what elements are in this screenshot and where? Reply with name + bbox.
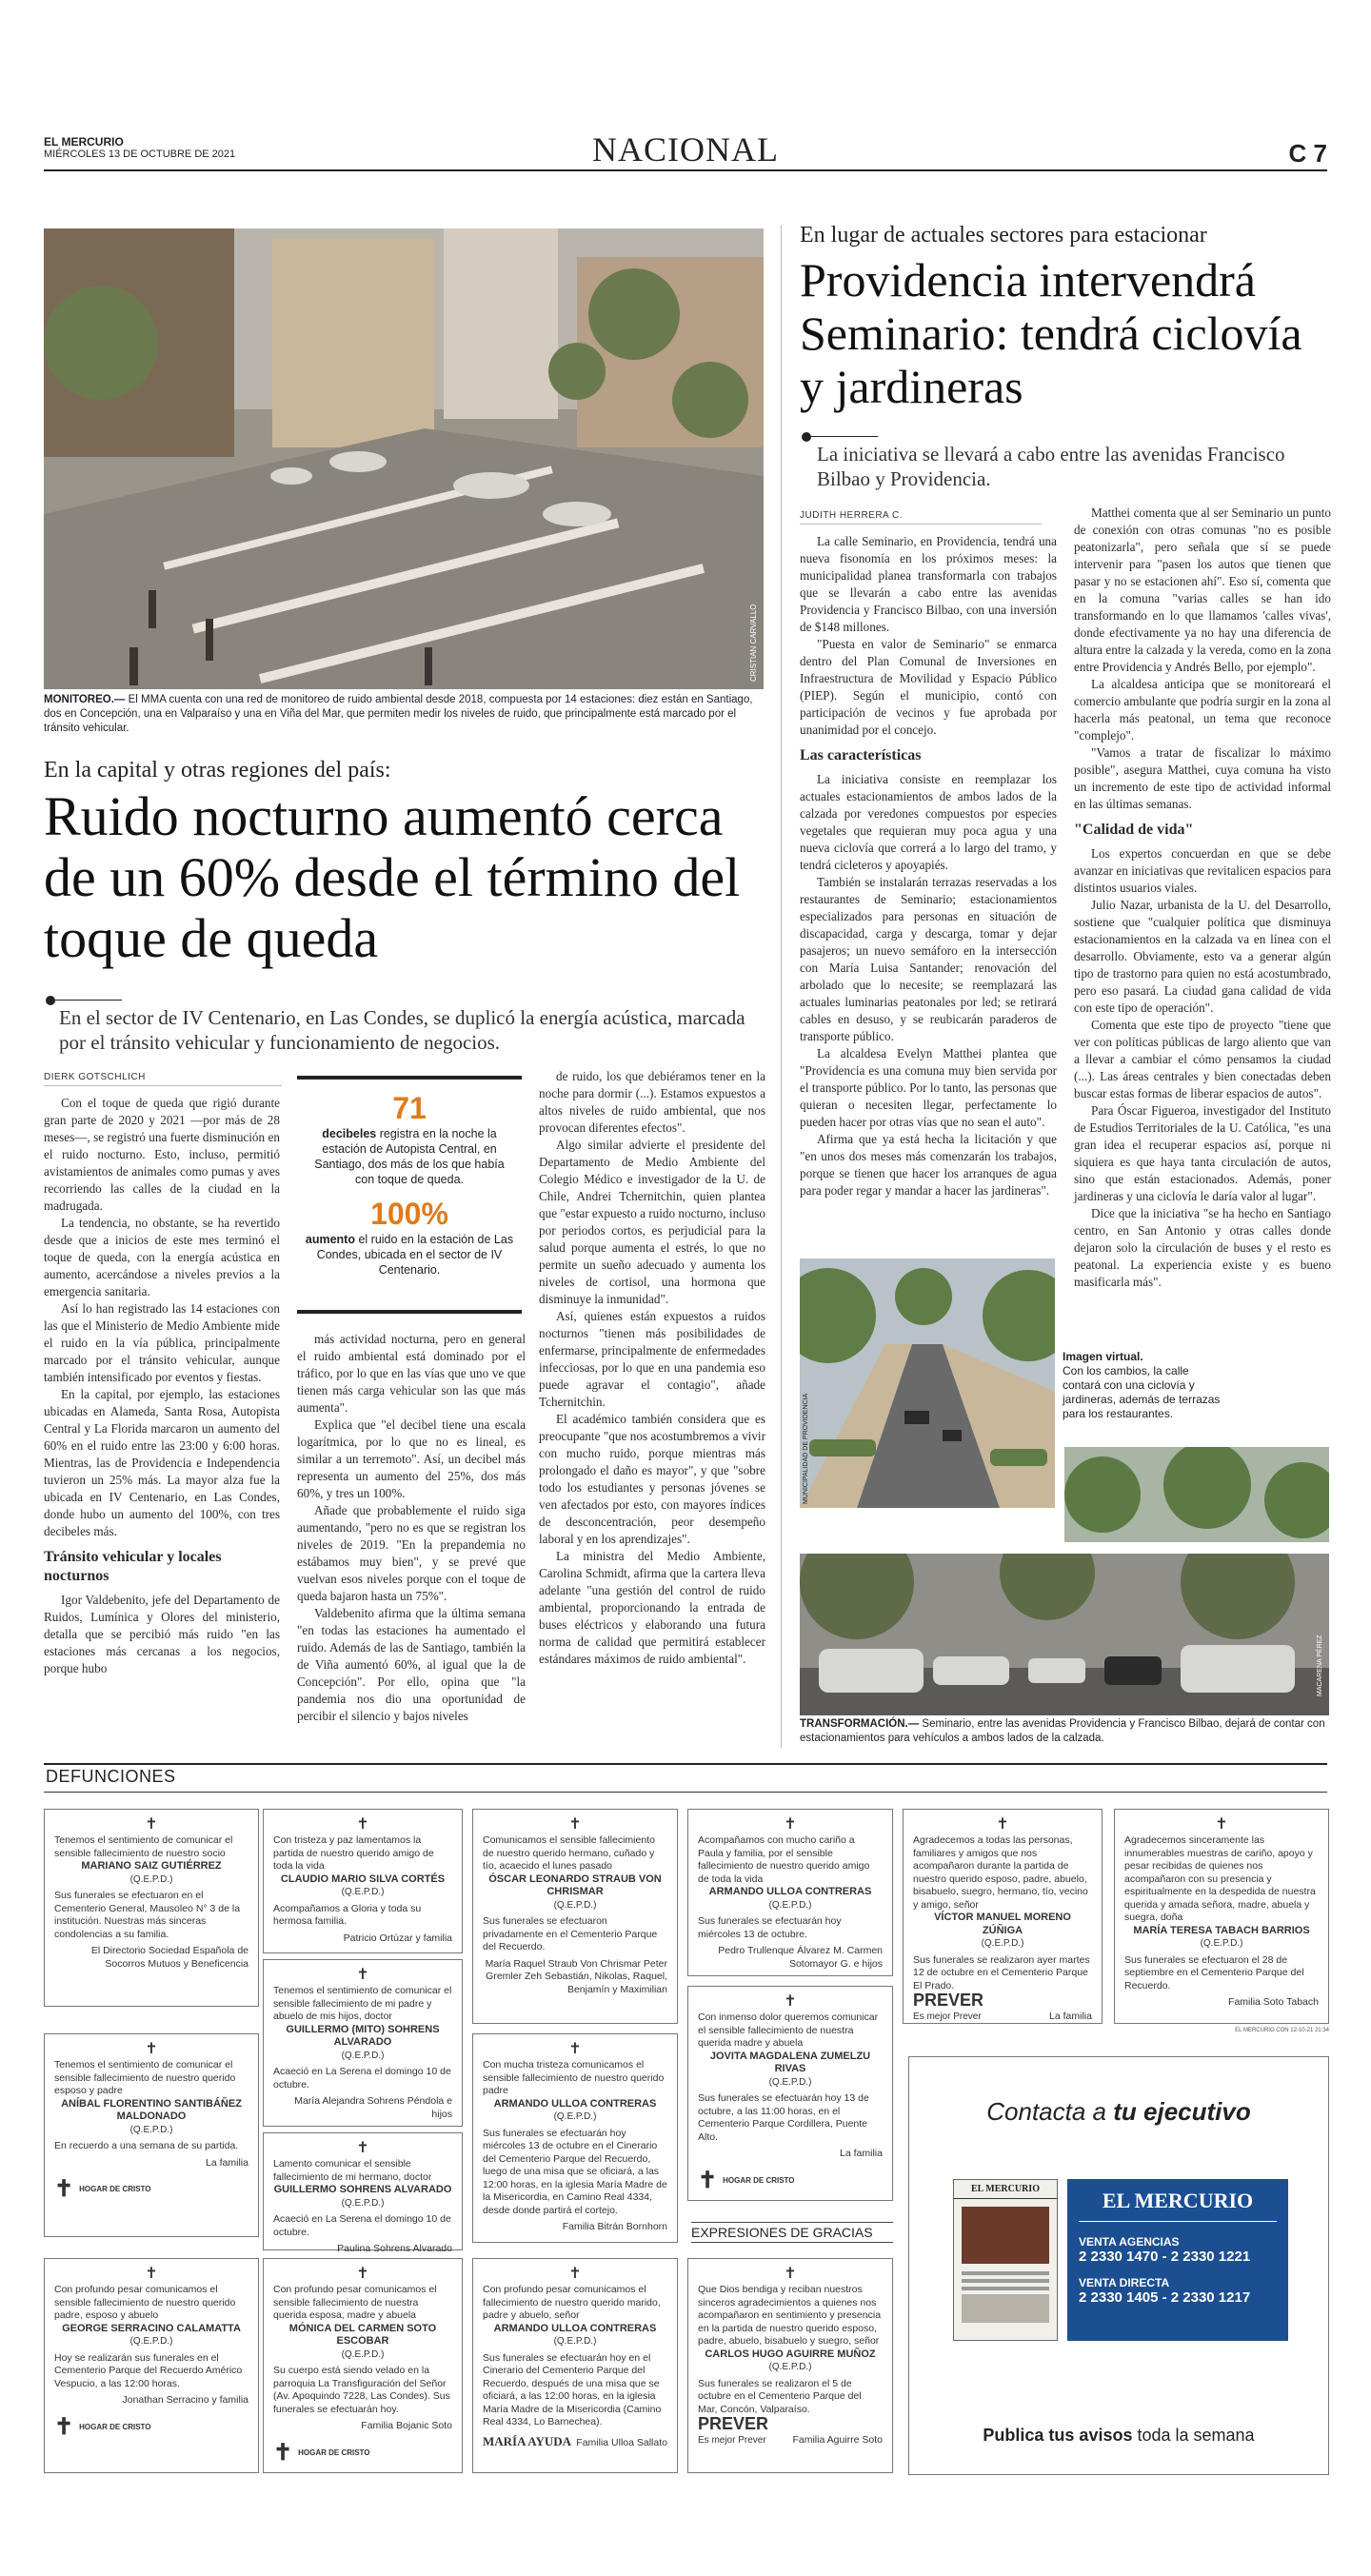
paragraph: Añade que probablemente el ruido siga aumentando, "pero no es que se registran los niveles de 2019. "En la prepandemia no estábamos muy bien", y se prevé que vuelvan esos niveles porque con el toque de queda bajaron hasta un 75%". bbox=[297, 1503, 526, 1603]
obituary-moreno bbox=[903, 1809, 1103, 2024]
cross-icon: ✝ bbox=[568, 2266, 582, 2282]
render-right-graphic bbox=[1064, 1447, 1329, 1542]
cross-icon: ✝ bbox=[356, 1967, 369, 1983]
obit-signature: Familia Ulloa Sallato bbox=[576, 2436, 667, 2448]
cross-icon: ✝ bbox=[145, 1816, 158, 1833]
mini-newspaper bbox=[953, 2179, 1058, 2341]
paragraph: Matthei comenta que al ser Seminario un punto de conexión con otras comunas "no es posible peatonizarla", pero señala que sí se puede intervenir para "pasen los autos que tienen que pasar y no se estacionen ahí". Eso sí, comenta que en la comuna "varias calles se han ido transformando en lo que llamamos 'calles vivas', donde efectivamente ya no hay una diferencia de altura entre la calzada y la vereda, como en la zona entre Providencia y Andrés Bello, por ejemplo". bbox=[1074, 505, 1331, 674]
obituary-serracino bbox=[44, 2258, 259, 2473]
obit-details: Sus funerales se realizaron el 5 de octubre en el Cementerio Parque del Mar, Concón, Valparaíso. bbox=[698, 2377, 862, 2415]
cross-icon: ✝ bbox=[356, 2266, 369, 2282]
obit-name: GEORGE SERRACINO CALAMATTA bbox=[62, 2322, 241, 2334]
obit-details: Sus funerales se efectuarán hoy miércoles 13 de octubre en el Cinerario del Cementerio Parque del Recuerdo, luego de una misa que se oficiará, a las 12:00 horas, en la iglesia María Madre de la Misericordia, en Camino Real 4334, desde donde partirá el cortejo. bbox=[483, 2127, 667, 2216]
cross-icon: ✝ bbox=[568, 2041, 582, 2057]
page-number: C 7 bbox=[1288, 139, 1327, 168]
obit-name: MÓNICA DEL CARMEN SOTO ESCOBAR bbox=[288, 2322, 437, 2347]
paragraph: La iniciativa consiste en reemplazar los actuales estacionamientos de ambos lados de la calzada por veredones compuestos por especies vegetales que requieran muy poca agua y una nueva ciclovía que correrá a lo largo del tramo, y tendrá cicleteros y apoyapiés. bbox=[800, 772, 1057, 872]
story2-headline: Providencia intervendrá Seminario: tendrá ciclovía y jardineras bbox=[800, 253, 1302, 413]
obit-signature: Familia Bojanic Soto bbox=[361, 2420, 452, 2431]
obit-intro: Agradecemos sinceramente las innumerables muestras de cariño, apoyo y pesar recibidas de quienes nos acompañaron con su presencia y espiritualmente en la despedida de nuestra querida y amada señora, madre, abuela y suegra, doña bbox=[1124, 1834, 1316, 1923]
obituary-tabach bbox=[1114, 1809, 1329, 2024]
story2-subheadB: "Calidad de vida" bbox=[1074, 822, 1194, 838]
obit-name: GUILLERMO SOHRENS ALVARADO bbox=[273, 2184, 452, 2195]
ad-footer: toda la semana bbox=[1137, 2426, 1255, 2445]
obit-details: Sus funerales se efectuarán hoy en el Cinerario del Cementerio Parque del Recuerdo, después de una misa que se oficiará, a las 12:00 horas, en la iglesia María Madre de la Misericordia (Camino Real 4334, Lo Barnechea). bbox=[483, 2351, 662, 2427]
obit-qepd: (Q.E.P.D.) bbox=[1200, 1938, 1243, 1949]
gracias-title: EXPRESIONES DE GRACIAS bbox=[691, 2222, 893, 2243]
story2-colA bbox=[800, 533, 1057, 1199]
fact1-text: registra en la noche la estación de Autopista Central, en Santiago, dos más de los que había con toque de queda. bbox=[314, 1127, 505, 1186]
obit-qepd: (Q.E.P.D.) bbox=[981, 1938, 1024, 1949]
paragraph: En la capital, por ejemplo, las estaciones ubicadas en Alameda, Santa Rosa, Autopista Central y La Florida marcaron un aumento del 60% en el ruido entre las 23:00 y 6:00 horas. Mientras, las de Providencia e Independencia tuvieron un 25% más. La mayor alza fue la ubicada en IV Centenario, en Las Condes, donde hubo un aumento del 100%, con tres decibeles más. bbox=[44, 1387, 280, 1538]
obit-qepd: (Q.E.P.D.) bbox=[341, 1887, 385, 1897]
paragraph: La tendencia, no obstante, se ha revertido desde que a inicios de este mes terminó el toque de queda, con la energía acústica en aumento, acercándose a niveles previos a la emergencia sanitaria. bbox=[44, 1216, 280, 1298]
obit-qepd: (Q.E.P.D.) bbox=[553, 2336, 597, 2347]
paragraph: Así lo han registrado las 14 estaciones con las que el Ministerio de Medio Ambiente mide el ruido en la vía pública, principalmente marcado por el tránsito vehicular, aunque también intensificado por eventos y fiestas. bbox=[44, 1301, 280, 1384]
prever-logo: PREVER Es mejor Prever bbox=[913, 1991, 984, 2022]
street-photo bbox=[800, 1554, 1329, 1715]
obit-intro: Que Dios bendiga y reciban nuestros sinceros agradecimientos a quienes nos acompañaron en sentimiento y presencia en la partida de nuestro querido esposo, padre, abuelo, bisabuelo y suegro, señor bbox=[698, 2284, 882, 2347]
obituary-straub bbox=[472, 1809, 678, 2024]
story1-col3 bbox=[539, 1068, 765, 1668]
obit-name: GUILLERMO (MITO) SOHRENS ALVARADO bbox=[286, 2023, 440, 2048]
obit-name: VÍCTOR MANUEL MORENO ZÚÑIGA bbox=[934, 1912, 1071, 1936]
obituary-santibanez bbox=[44, 2033, 259, 2237]
obit-intro: Con tristeza y paz lamentamos la partida de nuestro querido amigo de toda la vida bbox=[273, 1834, 434, 1872]
fact1-bold: decibeles bbox=[322, 1127, 377, 1140]
paragraph: La alcaldesa Evelyn Matthei plantea que "Providencia es una comuna muy bien servida por el transporte público. Por lo tanto, las personas que quieran o necesiten llegar, perfectamente lo pueden hacer por otras vías que no sean el auto". bbox=[800, 1046, 1057, 1129]
render-graphic bbox=[800, 1258, 1055, 1508]
obit-qepd: (Q.E.P.D.) bbox=[768, 1899, 812, 1911]
obit-intro: Comunicamos el sensible fallecimiento de nuestro querido hermano, cuñado y tío, acaecido el lunes pasado bbox=[483, 1834, 655, 1872]
obit-signature: La familia bbox=[840, 2148, 883, 2159]
obit-qepd: (Q.E.P.D.) bbox=[341, 2348, 385, 2360]
obit-intro: Tenemos el sentimiento de comunicar el sensible fallecimiento de nuestro socio bbox=[54, 1834, 233, 1859]
obit-name: MARÍA TERESA TABACH BARRIOS bbox=[1133, 1924, 1310, 1936]
obit-details: Acaeció en La Serena el domingo 10 de octubre. bbox=[273, 2213, 451, 2238]
photo-caption-text: El MMA cuenta con una red de monitoreo de ruido ambiental desde 2018, compuesta por 14 estaciones: diez están en Santiago, dos en Concepción, una en Valparaíso y una en Viña del Mar, que permiten medir los niveles de ruido, que principalmente está marcado por el tránsito vehicular. bbox=[44, 694, 753, 734]
obit-qepd: (Q.E.P.D.) bbox=[768, 2076, 812, 2088]
obit-intro: Tenemos el sentimiento de comunicar el sensible fallecimiento de mi padre y abuelo de mis hijos, doctor bbox=[273, 1985, 452, 2022]
traffic-photo-graphic bbox=[44, 228, 764, 689]
paragraph: El académico también considera que es preocupante "que nos acostumbremos a vivir con mucho ruido, porque mientras más prolongado el daño es mayor", y que "sobre todo los estudiantes y personas jóvenes se ven afectados por esto, con mayores índices de desconcentración, peor desempeño laboral y en los aprendizajes". bbox=[539, 1412, 765, 1546]
obit-details: Sus funerales se realizaron ayer martes 12 de octubre en el Cementerio Parque El Prado. bbox=[913, 1953, 1090, 1991]
obit-name: ARMANDO ULLOA CONTRERAS bbox=[493, 2097, 657, 2110]
paragraph: Los expertos concuerdan en que se debe avanzar en iniciativas que revitalicen espacios para distintos usuarios viales. bbox=[1074, 846, 1331, 895]
obit-signature: Jonathan Serracino y familia bbox=[122, 2394, 248, 2406]
obit-signature: Pedro Trullenque Álvarez M. Carmen Sotomayor G. e hijos bbox=[718, 1945, 883, 1970]
story1-col1b-paras bbox=[44, 1592, 280, 1677]
obit-intro: Con profundo pesar comunicamos el sensible fallecimiento de nuestro querido padre, esposo y abuelo bbox=[54, 2284, 236, 2321]
obit-intro: Tenemos el sentimiento de comunicar el sensible fallecimiento de nuestro querido esposo y padre bbox=[54, 2059, 236, 2096]
obituary-silva bbox=[263, 1809, 463, 1953]
ad-title-b: tu ejecutivo bbox=[1113, 2097, 1251, 2126]
paragraph: de ruido, los que debiéramos tener en la noche para dormir (...). Estamos expuestos a altos niveles de ruido ambiental, que nos provocan diferentes efectos". bbox=[539, 1069, 765, 1135]
fact1-number: 71 bbox=[392, 1091, 427, 1125]
ad-label-2: VENTA DIRECTA bbox=[1079, 2276, 1170, 2289]
obit-qepd: (Q.E.P.D.) bbox=[129, 1873, 173, 1885]
render-image-right bbox=[1064, 1447, 1329, 1542]
photo-credit: CRISTIAN CARVALLO bbox=[749, 604, 758, 682]
paragraph: Algo similar advierte el presidente del Departamento de Medio Ambiente del Colegio Médico e investigador de la U. de Chile, Andrei Tchernitchin, quien plantea que "estar expuesto a ruido nocturno, incluso por periodos cortos, es perjudicial para la salud porque aumenta el estrés, lo que no permite un sueño adecuado y aumenta los niveles de cortisol, una hormona que disminuye la inmunidad". bbox=[539, 1138, 765, 1306]
paragraph: Dice que la iniciativa "se ha hecho en Santiago centro, en San Antonio y otras calles donde dejaron solo la circulación de buses y el resto es peatonal. La experiencia existe y es bueno masificarla más". bbox=[1074, 1206, 1331, 1289]
obit-intro: Con inmenso dolor queremos comunicar el sensible fallecimiento de nuestra querida madre y abuela bbox=[698, 2011, 879, 2049]
deck2-rule bbox=[811, 436, 878, 437]
story1-deck: En el sector de IV Centenario, en Las Condes, se duplicó la energía acústica, marcada por el tránsito vehicular y funcionamiento de negocios. bbox=[59, 1006, 745, 1054]
deck-bullet bbox=[46, 996, 55, 1005]
obit-signature: Patricio Ortúzar y familia bbox=[343, 1932, 452, 1944]
obit-details: Sus funerales se efectuarán hoy 13 de octubre, a las 11:00 horas, en el Cementerio Parque Cordillera, Puente Alto. bbox=[698, 2092, 869, 2143]
obit-qepd: (Q.E.P.D.) bbox=[553, 1899, 597, 1911]
obit-details: Sus funerales se efectuarán hoy miércoles 13 de octubre. bbox=[698, 1915, 842, 1940]
paragraph: más actividad nocturna, pero en general el ruido ambiental está dominado por el tráfico, por lo que en las vías que uno ve que tienen más carga vehicular son las que más aumenta". bbox=[297, 1332, 526, 1415]
story1-byline: DIERK GOTSCHLICH bbox=[44, 1072, 282, 1086]
ad-label-1: VENTA AGENCIAS bbox=[1079, 2235, 1180, 2249]
cross-icon: ✝ bbox=[145, 2266, 158, 2282]
ad-phone-2[interactable]: 2 2330 1405 - 2 2330 1217 bbox=[1079, 2289, 1251, 2306]
photo-caption bbox=[44, 693, 764, 736]
render-image bbox=[800, 1258, 1055, 1508]
hogar-de-cristo-logo: ✝ HOGAR DE CRISTO bbox=[273, 2440, 370, 2466]
street-caption-text: Seminario, entre las avenidas Providencia y Francisco Bilbao, dejará de contar con estacionamientos para vehículos a ambos lados de la calzada. bbox=[800, 1718, 1325, 1744]
cross-icon: ✝ bbox=[356, 2140, 369, 2156]
story1-col2 bbox=[297, 1331, 526, 1725]
obit-details: Sus funerales se efectuaron en el Cementerio General, Mausoleo N° 3 de la institución. Nuestras más sinceras condolencias a su familia. bbox=[54, 1890, 241, 1940]
obit-intro: Acompañamos con mucho cariño a Paula y familia, por el sensible fallecimiento de nuestro querido amigo de toda la vida bbox=[698, 1834, 870, 1885]
obit-qepd: (Q.E.P.D.) bbox=[768, 2362, 812, 2372]
section-title: NACIONAL bbox=[592, 130, 779, 168]
paragraph: Igor Valdebenito, jefe del Departamento de Ruidos, Lumínica y Olores del ministerio, detalla que se percibió más ruido "en las estaciones más cercanas a los negocios, porque hubo bbox=[44, 1593, 280, 1675]
obit-intro: Con profundo pesar comunicamos el fallecimiento de nuestro querido marido, padre y abuelo, señor bbox=[483, 2284, 661, 2321]
street-photo-credit: MACARENA PÉREZ bbox=[1317, 1635, 1323, 1696]
cross-icon: ✝ bbox=[1215, 1816, 1228, 1833]
obituary-ulloa-1 bbox=[472, 2033, 678, 2243]
paper-name: EL MERCURIO bbox=[44, 135, 124, 149]
cross-icon: ✝ bbox=[784, 2266, 797, 2282]
story2-colB bbox=[1074, 505, 1331, 1291]
obit-details: Su cuerpo está siendo velado en la parroquia La Transfiguración del Señor (Av. Apoquindo 7228, Las Condes). Sus funerales se efectuarán hoy. bbox=[273, 2365, 450, 2415]
story2-kicker: En lugar de actuales sectores para estacionar bbox=[800, 223, 1207, 248]
story1-col1-paras bbox=[44, 1095, 280, 1540]
obit-details: Hoy se realizarán sus funerales en el Cementerio Parque del Recuerdo Américo Vespucio, a las 12:00 horas. bbox=[54, 2351, 243, 2389]
obituary-saiz bbox=[44, 1809, 259, 2007]
obit-signature: El Directorio Sociedad Española de Socorros Mutuos y Beneficencia bbox=[90, 1945, 248, 1970]
obituary-ulloa-3 bbox=[687, 1809, 893, 1976]
defunciones-rule bbox=[44, 1763, 1327, 1765]
paragraph: Para Óscar Figueroa, investigador del Instituto de Estudios Territoriales de la U. Católica, "es una gran idea el recuperar espacios así, porque ni siquiera es que haya tanta circulación de autos, sino que están estacionados. Además, poner jardineras y una ciclovía le daría valor al lugar". bbox=[1074, 1103, 1331, 1203]
cross-icon: ✝ bbox=[784, 1993, 797, 2010]
obit-qepd: (Q.E.P.D.) bbox=[341, 2050, 385, 2061]
fact2-bold: aumento bbox=[305, 1233, 355, 1246]
obit-details: Acaeció en La Serena el domingo 10 de octubre. bbox=[273, 2066, 451, 2091]
obit-signature: Familia Aguirre Soto bbox=[792, 2433, 883, 2446]
obit-details: Sus funerales se efectuaron privadamente en el Cementerio Parque del Recuerdo. bbox=[483, 1915, 658, 1952]
obit-signature: La familia bbox=[1049, 2010, 1092, 2022]
story1-kicker: En la capital y otras regiones del país: bbox=[44, 758, 391, 783]
obituary-soto bbox=[263, 2258, 463, 2473]
defunciones-title: DEFUNCIONES bbox=[46, 1767, 176, 1786]
obit-name: ARMANDO ULLOA CONTRERAS bbox=[708, 1886, 872, 1897]
ad-phone-1[interactable]: 2 2330 1470 - 2 2330 1221 bbox=[1079, 2249, 1251, 2265]
factbox bbox=[297, 1076, 522, 1314]
paragraph: Julio Nazar, urbanista de la U. del Desarrollo, sostiene que "cualquier política que disminuya estacionamientos en la calzada va en línea con el desarrollo. Obviamente, esto va a generar algún tipo de trastorno para quien no está acostumbrado, pero eso pasará. La ciudad gana calidad de vida con este tipo de operación". bbox=[1074, 898, 1331, 1015]
paragraph: Afirma que ya está hecha la licitación y que "en unos dos meses más comenzarán los trabajos, porque se tienen que hacer los arranques de agua para poder regar y mandar a hacer las jardineras". bbox=[800, 1132, 1057, 1198]
story2-deck: La iniciativa se llevará a cabo entre las avenidas Francisco Bilbao y Providencia. bbox=[817, 443, 1285, 490]
hogar-de-cristo-logo: ✝ HOGAR DE CRISTO bbox=[54, 2177, 151, 2202]
obit-intro: Lamento comunicar el sensible fallecimiento de mi hermano, doctor bbox=[273, 2158, 432, 2183]
fact2-text: el ruido en la estación de Las Condes, ubicada en el sector de IV Centenario. bbox=[316, 1233, 514, 1277]
deck2-bullet bbox=[802, 432, 811, 442]
obituary-sohrens-1 bbox=[263, 1959, 463, 2127]
obit-name: ÓSCAR LEONARDO STRAUB VON CHRISMAR bbox=[488, 1873, 662, 1897]
render-caption bbox=[1063, 1350, 1226, 1421]
obit-signature: Familia Soto Tabach bbox=[1228, 1996, 1319, 2008]
obituary-zumelzu bbox=[687, 1986, 893, 2201]
obit-name: ARMANDO ULLOA CONTRERAS bbox=[493, 2322, 657, 2334]
paragraph: La calle Seminario, en Providencia, tendrá una nueva fisonomía en los próximos meses: la municipalidad planea transformarla con trabajos que se llevarán a cabo entre las avenidas Providencia y Francisco Bilbao, con una inversión de $148 millones. bbox=[800, 534, 1057, 634]
prever-logo: PREVER Es mejor Prever bbox=[698, 2414, 769, 2446]
issue-date: MIÉRCOLES 13 DE OCTUBRE DE 2021 bbox=[44, 149, 236, 161]
paragraph: "Puesta en valor de Seminario" se enmarca dentro del Plan Comunal de Inversiones en Infraestructura de Movilidad y Espacio Público (PIEP). Según el municipio, contó con participación de vecinos y fue aprobada por unanimidad por el concejo. bbox=[800, 637, 1057, 737]
story1-subhead: Tránsito vehicular y locales nocturnos bbox=[44, 1549, 222, 1584]
hogar-de-cristo-logo: ✝ HOGAR DE CRISTO bbox=[54, 2414, 151, 2440]
ad-footer-bold: Publica tus avisos bbox=[983, 2426, 1133, 2445]
paragraph: La ministra del Medio Ambiente, Carolina Schmidt, afirma que la cartera lleva adelante "una gestión del control de ruido ambiental, proporcionando la entrada de buses eléctricos y elaborando una futura norma de calidad que permitirá establecer estándares máximos de ruido ambiental". bbox=[539, 1549, 765, 1666]
obit-details: Sus funerales se efectuaron el 28 de septiembre en el Cementerio Parque del Recuerdo. bbox=[1124, 1953, 1304, 1991]
story2-subheadA: Las características bbox=[800, 747, 922, 763]
paragraph: Explica que "el decibel tiene una escala logarítmica, por lo que no es lineal, es similar a un terremoto". Así, un decibel más representa un aumento del 25%, dos más 60%, y tres un 100%. bbox=[297, 1417, 526, 1500]
imprint: EL MERCURIO CON 12-10-21 21:34 bbox=[1235, 2028, 1329, 2033]
cross-icon: ✝ bbox=[996, 1816, 1009, 1833]
obit-details: Acompañamos a Gloria y toda su hermosa familia. bbox=[273, 1902, 422, 1927]
mini-paper-name: EL MERCURIO bbox=[954, 2180, 1057, 2199]
obit-qepd: (Q.E.P.D.) bbox=[129, 2336, 173, 2347]
obit-intro: Con profundo pesar comunicamos el sensible fallecimiento de nuestra querida esposa, madre y abuela bbox=[273, 2284, 437, 2321]
story1-headline: Ruido nocturno aumentó cerca de un 60% desde el término del toque de queda bbox=[44, 785, 741, 969]
paragraph: Así, quienes están expuestos a ruidos nocturnos "tienen más posibilidades de enfermarse, principalmente de enfermedades infecciosas, por lo que en una pandemia eso puede agravar el contagio", añade Tchernitchin. bbox=[539, 1309, 765, 1409]
ad-title-a: Contacta a bbox=[986, 2097, 1107, 2126]
street-caption-lead: TRANSFORMACIÓN.— bbox=[800, 1718, 920, 1730]
cross-icon: ✝ bbox=[356, 1816, 369, 1833]
obit-intro: Agradecemos a todas las personas, familiares y amigos que nos acompañaron durante la partida de nuestro querido esposo, padre, abuelo, bisabuelo, suegro, hermano, tío, vecino y amigo, señor bbox=[913, 1834, 1088, 1911]
obit-intro: Con mucha tristeza comunicamos el sensible fallecimiento de nuestro querido padre bbox=[483, 2059, 665, 2096]
obit-signature: La familia bbox=[206, 2156, 248, 2169]
render-caption-text: Con los cambios, la calle contará con una ciclovía y jardineras, además de terrazas para los restaurantes. bbox=[1063, 1364, 1221, 1420]
cross-icon: ✝ bbox=[568, 1816, 582, 1833]
story1-col1 bbox=[44, 1095, 280, 1677]
obit-details: En recuerdo a una semana de su partida. bbox=[54, 2140, 239, 2151]
obit-qepd: (Q.E.P.D.) bbox=[341, 2197, 385, 2209]
defunciones-subrule bbox=[44, 1792, 1327, 1793]
obit-name: ANÍBAL FLORENTINO SANTIBÁÑEZ MALDONADO bbox=[61, 2097, 242, 2122]
street-photo-graphic bbox=[800, 1554, 1329, 1715]
ad-brand: EL MERCURIO bbox=[1079, 2189, 1277, 2222]
obit-name: CLAUDIO MARIO SILVA CORTÉS bbox=[280, 1873, 446, 1885]
paragraph: La alcaldesa anticipa que se monitoreará el comercio ambulante que podría surgir en la zona al hacerla más peatonal, un tema que reconoce "complejo". bbox=[1074, 677, 1331, 743]
obit-signature: Familia Bitrán Bornhorn bbox=[562, 2221, 667, 2232]
fact2-number: 100% bbox=[370, 1197, 448, 1231]
ad-blue-panel bbox=[1067, 2179, 1288, 2341]
obit-signature: María Alejandra Sohrens Péndola e hijos bbox=[294, 2095, 452, 2120]
ad-box bbox=[908, 2056, 1329, 2475]
obit-signature: Paulina Sohrens Alvarado bbox=[337, 2243, 452, 2254]
render-caption-title: Imagen virtual. bbox=[1063, 1350, 1143, 1363]
obit-name: JOVITA MAGDALENA ZUMELZU RIVAS bbox=[709, 2050, 871, 2074]
obituary-sohrens-2 bbox=[263, 2132, 463, 2254]
hogar-de-cristo-logo: ✝ HOGAR DE CRISTO bbox=[698, 2168, 795, 2193]
paragraph: Con el toque de queda que rigió durante gran parte de 2020 y 2021 —por más de 28 meses—, se registró una fuerte disminución en el ruido nocturno. Esto, incluso, permitió avistamientos de animales como pumas y aves recorriendo las calles de la ciudad en la madrugada. bbox=[44, 1096, 280, 1213]
obit-signature: María Raquel Straub Von Chrismar Peter Gremler Zeh Sebastián, Nikolas, Raquel, Benjamín y Maximilian bbox=[485, 1957, 667, 1995]
masthead-rule bbox=[44, 169, 1327, 171]
maria-ayuda-logo: MARÍA AYUDA bbox=[483, 2434, 572, 2448]
cross-icon: ✝ bbox=[145, 2041, 158, 2057]
obit-name: MARIANO SAIZ GUTIÉRREZ bbox=[81, 1860, 222, 1872]
paragraph: Comenta que este tipo de proyecto "tiene que ver con políticas públicas de largo aliento que van a llevar a cambiar el cómo pensamos la ciudad (...). Las áreas centrales y bien conectadas deben buscar estas formas de liberar espacios de autos". bbox=[1074, 1018, 1331, 1100]
story2-byline: JUDITH HERRERA C. bbox=[800, 510, 1042, 525]
obituary-aguirre bbox=[687, 2258, 893, 2473]
paragraph: También se instalarán terrazas reservadas a los restaurantes de Seminario; estacionamientos especializados para personas en situación de discapacidad, carga y descarga, tomar y dejar pasajeros; un nuevo semáforo en la intersección con María Luisa Santander; renovación del arbolado que lo necesite; se reemplazará las actuales luminarias peatonales por led; se retirará cables en desuso, y se reubicarán paraderos de transporte público. bbox=[800, 875, 1057, 1043]
paragraph: "Vamos a tratar de fiscalizar lo máximo posible", asegura Matthei, cuya comuna ha visto un incremento de este tipo de actividad informal en las últimas semanas. bbox=[1074, 745, 1331, 811]
column-divider bbox=[781, 225, 782, 1748]
obituary-ulloa-2 bbox=[472, 2258, 678, 2473]
obit-name: CARLOS HUGO AGUIRRE MUÑOZ bbox=[705, 2348, 876, 2360]
render-credit: MUNICIPALIDAD DE PROVIDENCIA bbox=[803, 1393, 809, 1504]
obit-qepd: (Q.E.P.D.) bbox=[129, 2124, 173, 2135]
traffic-photo bbox=[44, 228, 764, 689]
photo-caption-lead: MONITOREO.— bbox=[44, 694, 126, 705]
cross-icon: ✝ bbox=[784, 1816, 797, 1833]
paragraph: Valdebenito afirma que la última semana "en todas las estaciones ha aumentado el ruido. Además de las de Santiago, también la de Viña aumentó 60%, al igual que la de Concepción". Por ello, opina que "la pandemia nos dio una oportunidad de percibir el silencio y bajos niveles bbox=[297, 1606, 526, 1723]
street-photo-caption bbox=[800, 1717, 1329, 1746]
obit-qepd: (Q.E.P.D.) bbox=[553, 2111, 597, 2122]
deck-rule bbox=[55, 1000, 122, 1001]
